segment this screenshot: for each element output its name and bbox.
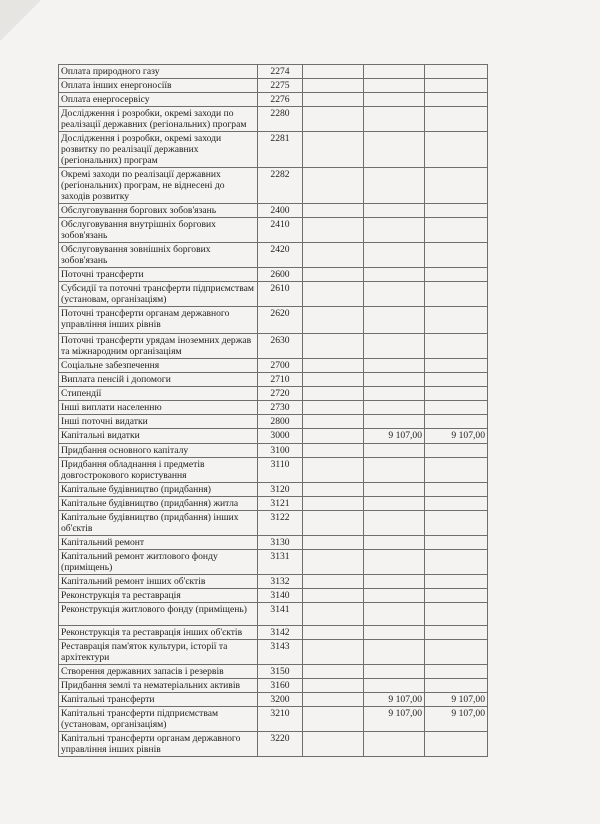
row-name-cell: Капітальні трансферти <box>59 693 258 707</box>
table-row <box>59 444 488 458</box>
row-col4-cell <box>364 589 425 603</box>
row-col5-cell <box>425 107 488 132</box>
row-col3-cell <box>303 483 364 497</box>
table-row <box>59 679 488 693</box>
table-row <box>59 497 488 511</box>
row-code-cell: 3143 <box>258 640 303 665</box>
row-col5-cell <box>425 550 488 575</box>
table-row <box>59 65 488 79</box>
row-col5-cell <box>425 334 488 359</box>
row-name-cell: Поточні трансферти <box>59 268 258 282</box>
row-col5-cell <box>425 511 488 536</box>
row-code-cell: 3120 <box>258 483 303 497</box>
row-name-cell: Капітальне будівництво (придбання) <box>59 483 258 497</box>
table-row <box>59 401 488 415</box>
row-name-cell: Капітальний ремонт житлового фонду (приміщень) <box>59 550 258 575</box>
row-col5-cell: 9 107,00 <box>425 693 488 707</box>
row-col4-cell <box>364 458 425 483</box>
row-name-cell: Субсидії та поточні трансферти підприємствам (установам, організаціям) <box>59 282 258 307</box>
row-col3-cell <box>303 387 364 401</box>
table-row <box>59 415 488 429</box>
row-name-cell: Капітальні трансферти органам державного управління інших рівнів <box>59 732 258 757</box>
table-row <box>59 243 488 268</box>
row-col5-cell <box>425 665 488 679</box>
row-col4-cell <box>364 307 425 334</box>
table-row <box>59 307 488 334</box>
row-col4-cell: 9 107,00 <box>364 429 425 444</box>
row-col5-cell <box>425 415 488 429</box>
row-col3-cell <box>303 334 364 359</box>
row-code-cell: 2280 <box>258 107 303 132</box>
row-code-cell: 3140 <box>258 589 303 603</box>
table-row <box>59 665 488 679</box>
row-col4-cell <box>364 603 425 626</box>
row-col4-cell <box>364 575 425 589</box>
row-col4-cell <box>364 107 425 132</box>
row-code-cell: 2275 <box>258 79 303 93</box>
row-col3-cell <box>303 536 364 550</box>
table-row <box>59 640 488 665</box>
row-col3-cell <box>303 107 364 132</box>
row-col4-cell <box>364 79 425 93</box>
row-name-cell: Капітальні трансферти підприємствам (установам, організаціям) <box>59 707 258 732</box>
table-row <box>59 707 488 732</box>
table-row <box>59 732 488 757</box>
row-col4-cell <box>364 373 425 387</box>
row-col3-cell <box>303 458 364 483</box>
row-col3-cell <box>303 359 364 373</box>
row-col3-cell <box>303 79 364 93</box>
row-name-cell: Придбання основного капіталу <box>59 444 258 458</box>
row-col4-cell <box>364 732 425 757</box>
table-row <box>59 107 488 132</box>
row-name-cell: Капітальні видатки <box>59 429 258 444</box>
row-col5-cell <box>425 626 488 640</box>
row-col4-cell: 9 107,00 <box>364 707 425 732</box>
row-col4-cell <box>364 550 425 575</box>
table-row <box>59 429 488 444</box>
row-code-cell: 2800 <box>258 415 303 429</box>
row-name-cell: Капітальний ремонт <box>59 536 258 550</box>
row-col3-cell <box>303 204 364 218</box>
row-col5-cell <box>425 732 488 757</box>
row-col5-cell <box>425 132 488 168</box>
row-name-cell: Оплата природного газу <box>59 65 258 79</box>
row-name-cell: Капітальний ремонт інших об'єктів <box>59 575 258 589</box>
row-name-cell: Обслуговування внутрішніх боргових зобов'язань <box>59 218 258 243</box>
row-col4-cell <box>364 387 425 401</box>
row-col5-cell <box>425 603 488 626</box>
row-col4-cell <box>364 483 425 497</box>
row-col3-cell <box>303 268 364 282</box>
row-code-cell: 3122 <box>258 511 303 536</box>
row-code-cell: 2282 <box>258 168 303 204</box>
row-code-cell: 3110 <box>258 458 303 483</box>
table-row <box>59 218 488 243</box>
row-code-cell: 2410 <box>258 218 303 243</box>
row-code-cell: 3220 <box>258 732 303 757</box>
row-name-cell: Дослідження і розробки, окремі заходи по реалізації державних (регіональних) програм <box>59 107 258 132</box>
row-code-cell: 2610 <box>258 282 303 307</box>
row-col5-cell <box>425 282 488 307</box>
row-code-cell: 3160 <box>258 679 303 693</box>
row-col3-cell <box>303 589 364 603</box>
row-code-cell: 3200 <box>258 693 303 707</box>
table-row <box>59 603 488 626</box>
row-col3-cell <box>303 693 364 707</box>
row-name-cell: Поточні трансферти органам державного управління інших рівнів <box>59 307 258 334</box>
table-row <box>59 458 488 483</box>
table-row <box>59 282 488 307</box>
table-row <box>59 387 488 401</box>
row-code-cell: 2276 <box>258 93 303 107</box>
row-col5-cell <box>425 307 488 334</box>
row-code-cell: 3210 <box>258 707 303 732</box>
table-row <box>59 511 488 536</box>
table-row <box>59 536 488 550</box>
row-col3-cell <box>303 732 364 757</box>
table-row <box>59 268 488 282</box>
row-col5-cell <box>425 359 488 373</box>
row-col4-cell <box>364 168 425 204</box>
row-code-cell: 3100 <box>258 444 303 458</box>
row-col4-cell <box>364 536 425 550</box>
row-code-cell: 3000 <box>258 429 303 444</box>
row-code-cell: 3121 <box>258 497 303 511</box>
table-row <box>59 79 488 93</box>
row-col4-cell <box>364 444 425 458</box>
table-row <box>59 93 488 107</box>
row-col5-cell <box>425 65 488 79</box>
row-name-cell: Стипендії <box>59 387 258 401</box>
row-col3-cell <box>303 575 364 589</box>
row-col4-cell <box>364 93 425 107</box>
row-col3-cell <box>303 626 364 640</box>
row-col5-cell <box>425 458 488 483</box>
row-name-cell: Реконструкція житлового фонду (приміщень) <box>59 603 258 626</box>
row-name-cell: Обслуговування зовнішніх боргових зобов'язань <box>59 243 258 268</box>
row-col5-cell <box>425 444 488 458</box>
row-code-cell: 2274 <box>258 65 303 79</box>
row-name-cell: Реконструкція та реставрація <box>59 589 258 603</box>
row-col5-cell <box>425 589 488 603</box>
table-row <box>59 132 488 168</box>
row-name-cell: Оплата енергосервісу <box>59 93 258 107</box>
row-col5-cell: 9 107,00 <box>425 707 488 732</box>
row-name-cell: Окремі заходи по реалізації державних (регіональних) програм, не віднесені до заходів розвитку <box>59 168 258 204</box>
row-col5-cell <box>425 575 488 589</box>
row-col3-cell <box>303 603 364 626</box>
row-name-cell: Реставрація пам'яток культури, історії та архітектури <box>59 640 258 665</box>
row-name-cell: Придбання обладнання і предметів довгострокового користування <box>59 458 258 483</box>
row-col5-cell <box>425 387 488 401</box>
row-code-cell: 2400 <box>258 204 303 218</box>
row-col3-cell <box>303 550 364 575</box>
row-col5-cell <box>425 401 488 415</box>
row-col4-cell <box>364 132 425 168</box>
table-row <box>59 483 488 497</box>
row-col4-cell <box>364 334 425 359</box>
row-col5-cell <box>425 204 488 218</box>
row-col4-cell <box>364 511 425 536</box>
row-col5-cell <box>425 679 488 693</box>
table-row <box>59 359 488 373</box>
row-code-cell: 2710 <box>258 373 303 387</box>
row-code-cell: 3150 <box>258 665 303 679</box>
row-name-cell: Дослідження і розробки, окремі заходи розвитку по реалізації державних (регіональних) програм <box>59 132 258 168</box>
table-row <box>59 373 488 387</box>
row-name-cell: Створення державних запасів і резервів <box>59 665 258 679</box>
table-row <box>59 550 488 575</box>
row-col3-cell <box>303 497 364 511</box>
row-col5-cell <box>425 536 488 550</box>
row-code-cell: 2730 <box>258 401 303 415</box>
row-code-cell: 3131 <box>258 550 303 575</box>
row-col4-cell <box>364 401 425 415</box>
row-col5-cell <box>425 640 488 665</box>
row-name-cell: Капітальне будівництво (придбання) житла <box>59 497 258 511</box>
row-col4-cell: 9 107,00 <box>364 693 425 707</box>
row-col3-cell <box>303 132 364 168</box>
table-row <box>59 693 488 707</box>
row-col5-cell <box>425 243 488 268</box>
row-col3-cell <box>303 218 364 243</box>
row-col4-cell <box>364 359 425 373</box>
row-col3-cell <box>303 511 364 536</box>
row-code-cell: 3141 <box>258 603 303 626</box>
row-col3-cell <box>303 168 364 204</box>
table-row <box>59 575 488 589</box>
row-col4-cell <box>364 626 425 640</box>
row-code-cell: 3130 <box>258 536 303 550</box>
row-col4-cell <box>364 218 425 243</box>
row-code-cell: 3132 <box>258 575 303 589</box>
row-name-cell: Виплата пенсій і допомоги <box>59 373 258 387</box>
row-name-cell: Капітальне будівництво (придбання) інших об'єктів <box>59 511 258 536</box>
row-name-cell: Оплата інших енергоносіїв <box>59 79 258 93</box>
row-name-cell: Інші поточні видатки <box>59 415 258 429</box>
row-col3-cell <box>303 665 364 679</box>
row-code-cell: 3142 <box>258 626 303 640</box>
row-col4-cell <box>364 497 425 511</box>
row-col3-cell <box>303 401 364 415</box>
row-code-cell: 2420 <box>258 243 303 268</box>
budget-table-body <box>59 65 488 757</box>
row-col3-cell <box>303 373 364 387</box>
row-code-cell: 2720 <box>258 387 303 401</box>
row-col3-cell <box>303 444 364 458</box>
row-col5-cell: 9 107,00 <box>425 429 488 444</box>
row-col3-cell <box>303 415 364 429</box>
row-col5-cell <box>425 93 488 107</box>
row-code-cell: 2281 <box>258 132 303 168</box>
table-row <box>59 334 488 359</box>
row-col4-cell <box>364 679 425 693</box>
page-fold-corner <box>0 0 42 42</box>
row-col4-cell <box>364 204 425 218</box>
row-col3-cell <box>303 679 364 693</box>
row-col3-cell <box>303 93 364 107</box>
row-code-cell: 2700 <box>258 359 303 373</box>
row-col3-cell <box>303 640 364 665</box>
row-col5-cell <box>425 79 488 93</box>
table-row <box>59 204 488 218</box>
row-code-cell: 2630 <box>258 334 303 359</box>
row-code-cell: 2600 <box>258 268 303 282</box>
row-col5-cell <box>425 483 488 497</box>
row-col5-cell <box>425 497 488 511</box>
row-col5-cell <box>425 168 488 204</box>
row-name-cell: Придбання землі та нематеріальних активів <box>59 679 258 693</box>
row-col4-cell <box>364 268 425 282</box>
row-col3-cell <box>303 707 364 732</box>
row-col5-cell <box>425 218 488 243</box>
row-col3-cell <box>303 307 364 334</box>
table-row <box>59 626 488 640</box>
row-col4-cell <box>364 415 425 429</box>
row-col4-cell <box>364 665 425 679</box>
row-col3-cell <box>303 65 364 79</box>
table-row <box>59 589 488 603</box>
row-name-cell: Поточні трансферти урядам іноземних держав та міжнародним організаціям <box>59 334 258 359</box>
row-col3-cell <box>303 282 364 307</box>
row-name-cell: Обслуговування боргових зобов'язань <box>59 204 258 218</box>
row-col5-cell <box>425 373 488 387</box>
row-col4-cell <box>364 243 425 268</box>
row-code-cell: 2620 <box>258 307 303 334</box>
table-row <box>59 168 488 204</box>
row-col4-cell <box>364 282 425 307</box>
budget-table <box>58 64 488 757</box>
row-name-cell: Соціальне забезпечення <box>59 359 258 373</box>
row-name-cell: Реконструкція та реставрація інших об'єктів <box>59 626 258 640</box>
row-name-cell: Інші виплати населенню <box>59 401 258 415</box>
row-col4-cell <box>364 65 425 79</box>
row-col3-cell <box>303 243 364 268</box>
row-col5-cell <box>425 268 488 282</box>
row-col4-cell <box>364 640 425 665</box>
row-col3-cell <box>303 429 364 444</box>
